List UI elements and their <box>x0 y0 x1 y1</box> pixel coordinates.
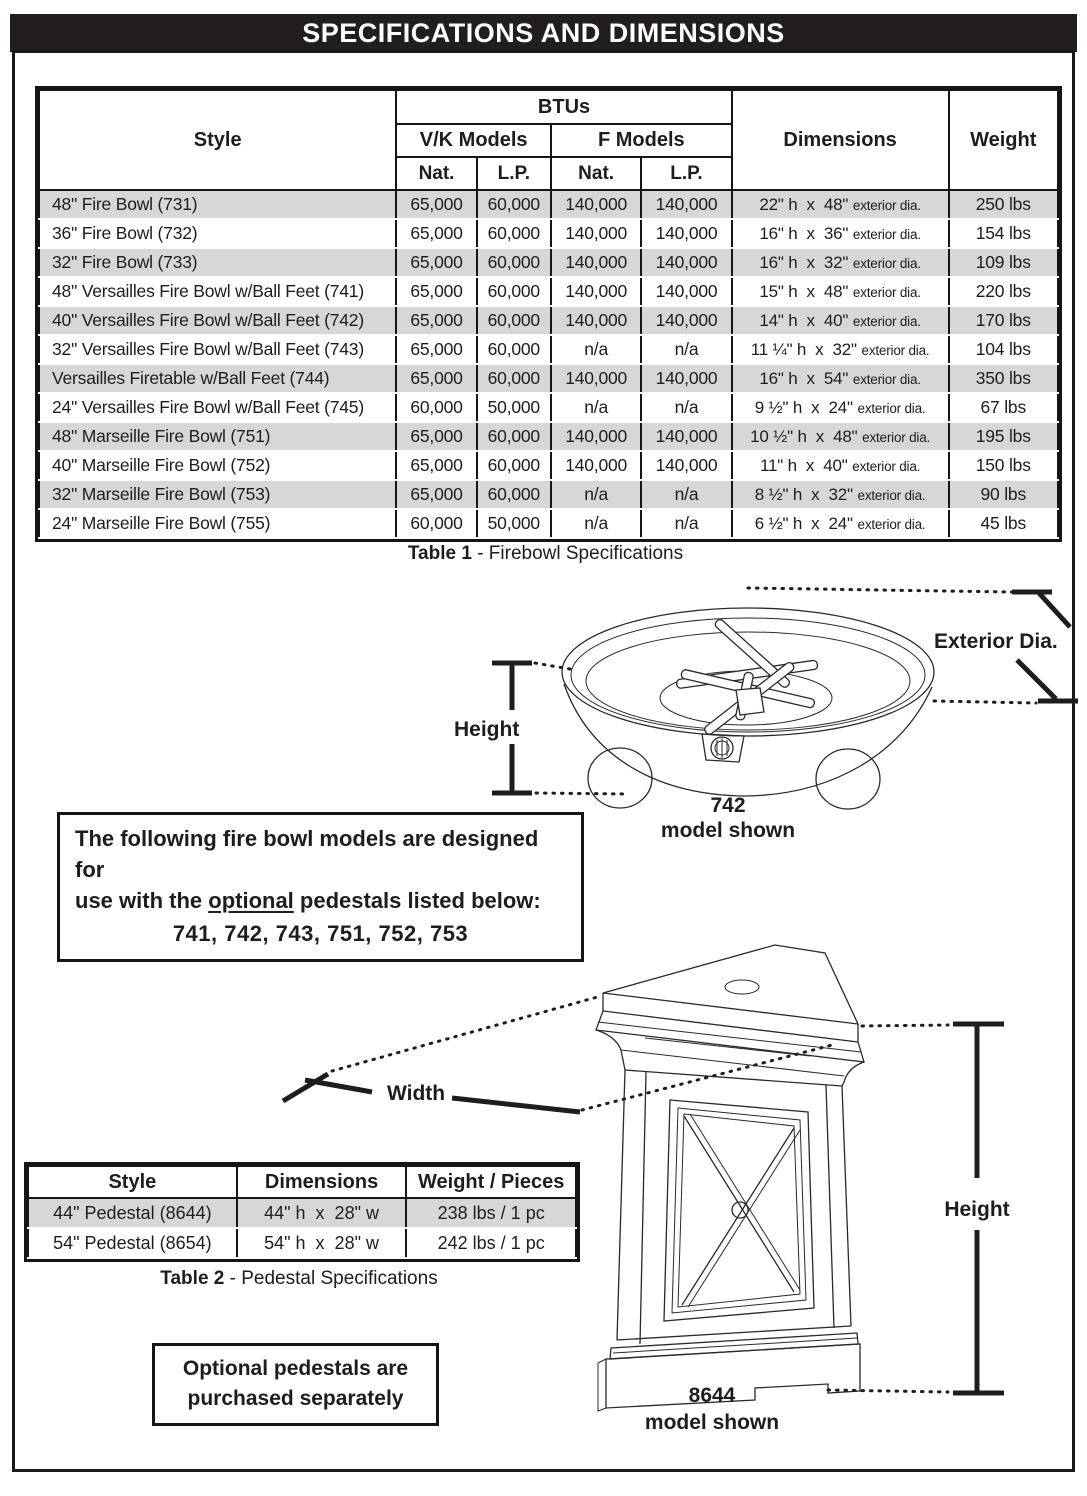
vk-nat-cell: 65,000 <box>396 248 476 277</box>
pedestal-spec-table <box>27 1165 577 1259</box>
bowl-model-caption: model shown <box>660 819 796 842</box>
dimension-value: 10 ½" h x 48" <box>750 427 858 446</box>
dimensions-cell <box>732 306 949 335</box>
vk-nat-cell: 65,000 <box>396 335 476 364</box>
f-lp-cell: n/a <box>641 393 731 422</box>
note1-line2-pre: use with the <box>75 888 209 914</box>
firebowl-table-row <box>39 306 1058 335</box>
dimension-value: 16" h x 32" <box>759 253 849 272</box>
f-lp-cell: 140,000 <box>641 422 731 451</box>
style-cell: 32" Marseille Fire Bowl (753) <box>39 480 396 509</box>
dimension-value: 22" h x 48" <box>759 195 849 214</box>
note2-line1: Optional pedestals are <box>182 1357 409 1380</box>
pedestal-weight-cell: 238 lbs / 1 pc <box>406 1198 576 1228</box>
f-lp-cell: 140,000 <box>641 190 731 219</box>
firebowl-table-row <box>39 393 1058 422</box>
firebowl-table-row <box>39 190 1058 219</box>
style-cell: 40" Marseille Fire Bowl (752) <box>39 451 396 480</box>
vk-nat-cell: 60,000 <box>396 393 476 422</box>
firebowl-table-row <box>39 248 1058 277</box>
pedestal-model-number: 8644 <box>688 1384 736 1407</box>
style-cell: 48" Fire Bowl (731) <box>39 190 396 219</box>
firebowl-table-row <box>39 364 1058 393</box>
dimension-unit-note: exterior dia. <box>852 227 921 242</box>
col-header-f-lp: L.P. <box>641 157 731 190</box>
table1-caption-text: - Firebowl Specifications <box>471 543 684 564</box>
pedestal-width-label: Width <box>387 1082 446 1105</box>
style-cell: 24" Marseille Fire Bowl (755) <box>39 509 396 538</box>
bowl-model-number: 742 <box>710 794 746 817</box>
firebowl-spec-table-wrap <box>35 86 1062 542</box>
gas-control-icon <box>702 734 744 762</box>
dimension-unit-note: exterior dia. <box>857 517 926 532</box>
vk-lp-cell: 60,000 <box>477 451 551 480</box>
dimension-value: 16" h x 54" <box>759 369 849 388</box>
note2-line2: purchased separately <box>187 1387 404 1411</box>
f-lp-cell: n/a <box>641 480 731 509</box>
dimension-unit-note: exterior dia. <box>852 198 921 213</box>
dimensions-cell <box>732 335 949 364</box>
pedestal-dimensions-cell: 44" h x 28" w <box>237 1198 407 1228</box>
note1-line1: The following fire bowl models are designed for <box>75 826 539 883</box>
f-nat-cell: 140,000 <box>551 277 641 306</box>
dimension-unit-note: exterior dia. <box>852 459 921 474</box>
pedestal-style-cell: 44" Pedestal (8644) <box>28 1198 237 1228</box>
style-cell: 48" Marseille Fire Bowl (751) <box>39 422 396 451</box>
dimension-value: 8 ½" h x 32" <box>754 485 853 504</box>
weight-cell: 67 lbs <box>949 393 1058 422</box>
f-nat-cell: 140,000 <box>551 451 641 480</box>
table1-caption-label: Table 1 <box>407 543 472 564</box>
f-nat-cell: 140,000 <box>551 248 641 277</box>
style-cell: 40" Versailles Fire Bowl w/Ball Feet (742) <box>39 306 396 335</box>
f-nat-cell: 140,000 <box>551 364 641 393</box>
note1-line2-post: pedestals listed below: <box>293 888 541 914</box>
pedestal-height-label: Height <box>944 1198 1010 1221</box>
vk-lp-cell: 60,000 <box>477 248 551 277</box>
optional-pedestal-note <box>152 1343 439 1426</box>
vk-lp-cell: 60,000 <box>477 306 551 335</box>
bowl-height-label: Height <box>454 718 520 741</box>
firebowl-table-row <box>39 422 1058 451</box>
pedestal-table-row <box>28 1228 576 1258</box>
table1-caption <box>35 543 1056 565</box>
style-cell: 24" Versailles Fire Bowl w/Ball Feet (745) <box>39 393 396 422</box>
weight-cell: 350 lbs <box>949 364 1058 393</box>
col-header-dimensions2: Dimensions <box>237 1166 407 1198</box>
col-header-dimensions: Dimensions <box>732 90 949 190</box>
dimensions-cell <box>732 190 949 219</box>
col-header-vk-models: V/K Models <box>396 124 551 157</box>
f-nat-cell: n/a <box>551 393 641 422</box>
table2-caption-label: Table 2 <box>160 1268 225 1289</box>
dimensions-cell <box>732 219 949 248</box>
vk-nat-cell: 65,000 <box>396 190 476 219</box>
firebowl-table-row <box>39 219 1058 248</box>
dimension-unit-note: exterior dia. <box>857 401 926 416</box>
pedestal-weight-cell: 242 lbs / 1 pc <box>406 1228 576 1258</box>
col-header-style2: Style <box>28 1166 237 1198</box>
pedestal-style-cell: 54" Pedestal (8654) <box>28 1228 237 1258</box>
vk-nat-cell: 65,000 <box>396 364 476 393</box>
dimension-value: 6 ½" h x 24" <box>754 514 853 533</box>
table2-caption-text: - Pedestal Specifications <box>224 1268 438 1289</box>
note1-line2-underlined: optional <box>208 888 294 914</box>
note1-line2 <box>75 885 566 916</box>
pedestal-model-caption: model shown <box>644 1411 780 1434</box>
f-nat-cell: n/a <box>551 480 641 509</box>
firebowl-illustration <box>440 572 1080 842</box>
col-header-weight: Weight <box>949 90 1058 190</box>
style-cell: 32" Versailles Fire Bowl w/Ball Feet (743) <box>39 335 396 364</box>
pedestal-cap <box>596 945 864 1086</box>
table2-caption <box>24 1268 574 1290</box>
vk-nat-cell: 60,000 <box>396 509 476 538</box>
f-lp-cell: 140,000 <box>641 364 731 393</box>
col-header-style: Style <box>39 90 396 190</box>
dimensions-cell <box>732 451 949 480</box>
dimensions-cell <box>732 509 949 538</box>
firebowl-table-row <box>39 509 1058 538</box>
firebowl-table-row <box>39 480 1058 509</box>
vk-lp-cell: 60,000 <box>477 422 551 451</box>
style-cell: 48" Versailles Fire Bowl w/Ball Feet (741) <box>39 277 396 306</box>
weight-cell: 154 lbs <box>949 219 1058 248</box>
f-lp-cell: n/a <box>641 335 731 364</box>
weight-cell: 109 lbs <box>949 248 1058 277</box>
dimension-unit-note: exterior dia. <box>852 314 921 329</box>
dimensions-cell <box>732 248 949 277</box>
vk-nat-cell: 65,000 <box>396 422 476 451</box>
bowl-foot-left <box>588 748 652 808</box>
dimensions-cell <box>732 277 949 306</box>
dimensions-cell <box>732 393 949 422</box>
col-header-f-nat: Nat. <box>551 157 641 190</box>
dimension-unit-note: exterior dia. <box>861 343 930 358</box>
vk-lp-cell: 60,000 <box>477 335 551 364</box>
firebowl-table-row <box>39 335 1058 364</box>
dimensions-cell <box>732 480 949 509</box>
col-header-vk-nat: Nat. <box>396 157 476 190</box>
compatible-model-numbers: 741, 742, 743, 751, 752, 753 <box>172 920 469 946</box>
vk-lp-cell: 60,000 <box>477 277 551 306</box>
firebowl-table-row <box>39 277 1058 306</box>
col-header-f-models: F Models <box>551 124 732 157</box>
dimension-unit-note: exterior dia. <box>852 256 921 271</box>
f-lp-cell: 140,000 <box>641 248 731 277</box>
exterior-dia-label: Exterior Dia. <box>934 630 1058 653</box>
pedestal-body <box>617 1070 851 1344</box>
f-nat-cell: 140,000 <box>551 422 641 451</box>
pedestal-spec-table-wrap <box>24 1162 580 1262</box>
weight-cell: 220 lbs <box>949 277 1058 306</box>
vk-lp-cell: 50,000 <box>477 509 551 538</box>
f-nat-cell: 140,000 <box>551 190 641 219</box>
page-title: SPECIFICATIONS AND DIMENSIONS <box>10 14 1077 52</box>
log-set-icon <box>676 618 818 736</box>
style-cell: Versailles Firetable w/Ball Feet (744) <box>39 364 396 393</box>
weight-cell: 195 lbs <box>949 422 1058 451</box>
f-lp-cell: 140,000 <box>641 219 731 248</box>
vk-nat-cell: 65,000 <box>396 277 476 306</box>
f-nat-cell: n/a <box>551 335 641 364</box>
dimension-unit-note: exterior dia. <box>852 285 921 300</box>
pedestal-dimensions-cell: 54" h x 28" w <box>237 1228 407 1258</box>
f-nat-cell: 140,000 <box>551 306 641 335</box>
col-header-weight-pieces: Weight / Pieces <box>406 1166 576 1198</box>
vk-lp-cell: 60,000 <box>477 364 551 393</box>
dimension-unit-note: exterior dia. <box>857 488 926 503</box>
style-cell: 36" Fire Bowl (732) <box>39 219 396 248</box>
vk-lp-cell: 50,000 <box>477 393 551 422</box>
vk-lp-cell: 60,000 <box>477 219 551 248</box>
vk-nat-cell: 65,000 <box>396 306 476 335</box>
f-lp-cell: 140,000 <box>641 277 731 306</box>
f-lp-cell: 140,000 <box>641 306 731 335</box>
dimensions-cell <box>732 422 949 451</box>
weight-cell: 250 lbs <box>949 190 1058 219</box>
style-cell: 32" Fire Bowl (733) <box>39 248 396 277</box>
f-lp-cell: n/a <box>641 509 731 538</box>
pedestal-table-row <box>28 1198 576 1228</box>
bowl-foot-right <box>816 749 880 809</box>
vk-lp-cell: 60,000 <box>477 190 551 219</box>
dimension-unit-note: exterior dia. <box>852 372 921 387</box>
vk-nat-cell: 65,000 <box>396 451 476 480</box>
dimension-value: 11" h x 40" <box>759 456 848 475</box>
col-header-vk-lp: L.P. <box>477 157 551 190</box>
f-lp-cell: 140,000 <box>641 451 731 480</box>
firebowl-spec-table <box>38 89 1059 539</box>
vk-nat-cell: 65,000 <box>396 480 476 509</box>
dimensions-cell <box>732 364 949 393</box>
weight-cell: 104 lbs <box>949 335 1058 364</box>
firebowl-table-row <box>39 451 1058 480</box>
dimension-unit-note: exterior dia. <box>862 430 931 445</box>
weight-cell: 90 lbs <box>949 480 1058 509</box>
weight-cell: 45 lbs <box>949 509 1058 538</box>
col-header-btus: BTUs <box>396 90 731 124</box>
dimension-value: 11 ¼" h x 32" <box>750 340 857 359</box>
dimension-value: 15" h x 48" <box>759 282 849 301</box>
f-nat-cell: n/a <box>551 509 641 538</box>
vk-lp-cell: 60,000 <box>477 480 551 509</box>
weight-cell: 170 lbs <box>949 306 1058 335</box>
weight-cell: 150 lbs <box>949 451 1058 480</box>
f-nat-cell: 140,000 <box>551 219 641 248</box>
vk-nat-cell: 65,000 <box>396 219 476 248</box>
pedestal-width-dimension-lines <box>283 996 836 1112</box>
dimension-value: 16" h x 36" <box>759 224 849 243</box>
dimension-value: 9 ½" h x 24" <box>754 398 853 417</box>
dimension-value: 14" h x 40" <box>759 311 849 330</box>
